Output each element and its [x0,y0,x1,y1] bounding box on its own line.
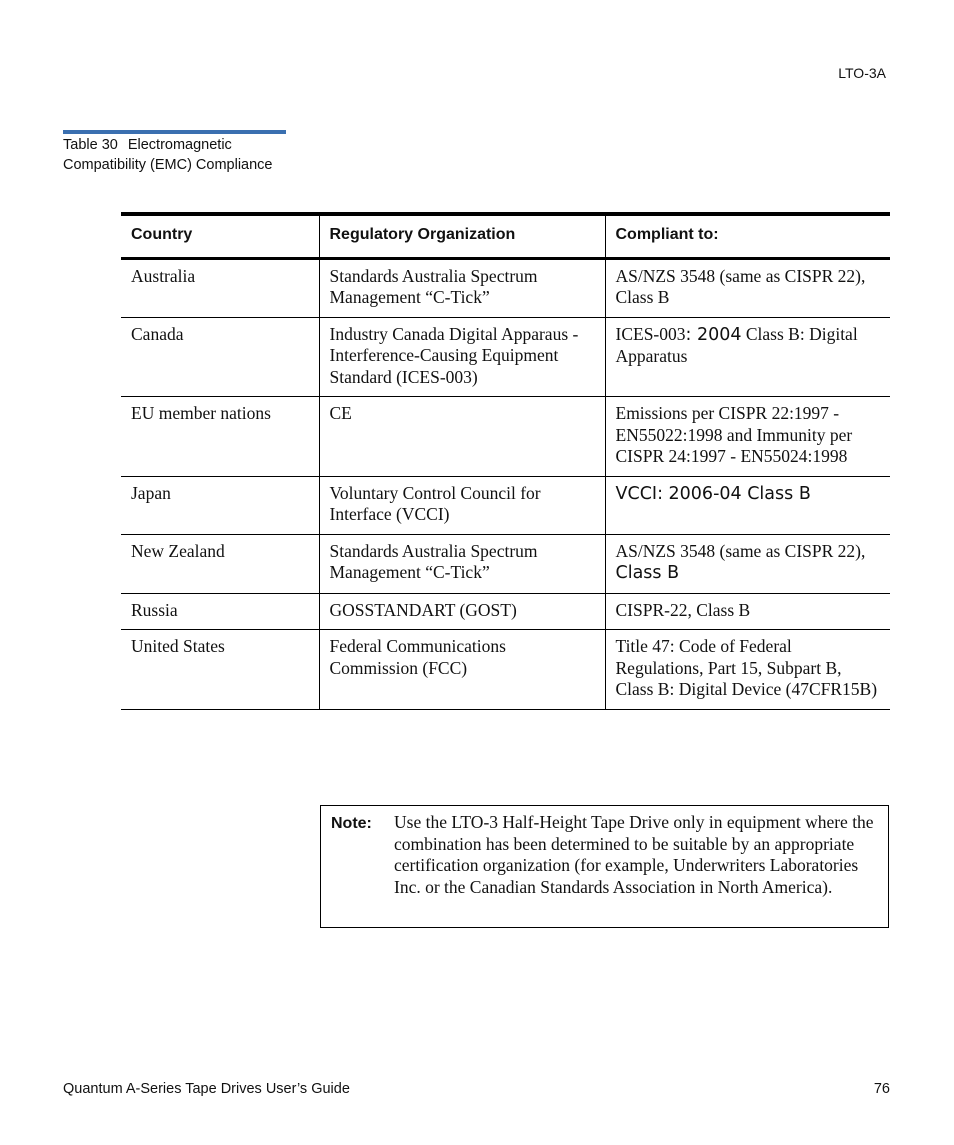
compliant-text: Class B: Digital Apparatus [615,323,858,366]
compliant-text: VCCI: 2006-04 Class B [615,483,811,504]
cell-country: Canada [121,317,319,397]
table-row [121,317,890,397]
column-header-organization: Regulatory Organization [319,214,605,258]
cell-country: Russia [121,593,319,630]
table-header-row [121,214,890,258]
compliant-text: Emissions per CISPR 22:1997 - EN55022:1998 and Immunity per CISPR 24:1997 - EN55024:1998 [615,403,853,466]
cell-compliant [605,317,890,397]
table-row [121,397,890,477]
cell-organization: CE [319,397,605,477]
cell-compliant [605,258,890,317]
cell-compliant [605,534,890,593]
cell-organization: Federal Communications Commission (FCC) [319,630,605,710]
cell-compliant [605,476,890,534]
caption-rule [63,130,286,134]
caption-number: Table 30 [63,137,118,153]
cell-organization: Standards Australia Spectrum Management “C-Tick” [319,534,605,593]
compliant-text: CISPR-22, Class B [615,599,751,620]
compliant-text: Class B [615,563,680,583]
page-number: 76 [873,1081,890,1097]
cell-organization: Industry Canada Digital Apparaus - Interference-Causing Equipment Standard (ICES-003) [319,317,605,397]
note-box [320,805,889,928]
table-row [121,593,890,630]
compliant-text: AS/NZS 3548 (same as CISPR 22), Class B [615,265,866,307]
cell-country: United States [121,630,319,710]
compliant-text: ICES-003 [615,323,686,344]
footer-title: Quantum A-Series Tape Drives User’s Guide [63,1081,350,1097]
cell-country: Australia [121,258,319,317]
note-label: Note: [331,815,372,832]
cell-organization: GOSSTANDART (GOST) [319,593,605,630]
cell-compliant [605,593,890,630]
emc-compliance-table [121,212,890,710]
cell-country: Japan [121,476,319,534]
cell-country: EU member nations [121,397,319,477]
table-caption [63,136,283,175]
cell-country: New Zealand [121,534,319,593]
table-body [121,258,890,709]
caption-title: Electromagnetic Compatibility (EMC) Compliance [63,137,273,173]
table-row [121,630,890,710]
table-row [121,534,890,593]
cell-organization: Voluntary Control Council for Interface (VCCI) [319,476,605,534]
compliant-text: Title 47: Code of Federal Regulations, Part 15, Subpart B, Class B: Digital Device (47CFR15B) [615,636,878,699]
column-header-country: Country [121,214,319,258]
table-row [121,258,890,317]
cell-organization: Standards Australia Spectrum Management “C-Tick” [319,258,605,317]
compliant-text: AS/NZS 3548 (same as CISPR 22), [615,540,866,561]
cell-compliant [605,630,890,710]
cell-compliant [605,397,890,477]
table-row [121,476,890,534]
running-header: LTO-3A [838,65,886,81]
column-header-compliant: Compliant to: [605,214,890,258]
note-text: Use the LTO-3 Half-Height Tape Drive only in equipment where the combination has been determined to be suitable by an appropriate certification organization (for example, Underwriters Laboratories Inc. or the Canadian Standards Association in North America). [394,812,874,897]
compliant-text: : 2004 [685,324,742,345]
